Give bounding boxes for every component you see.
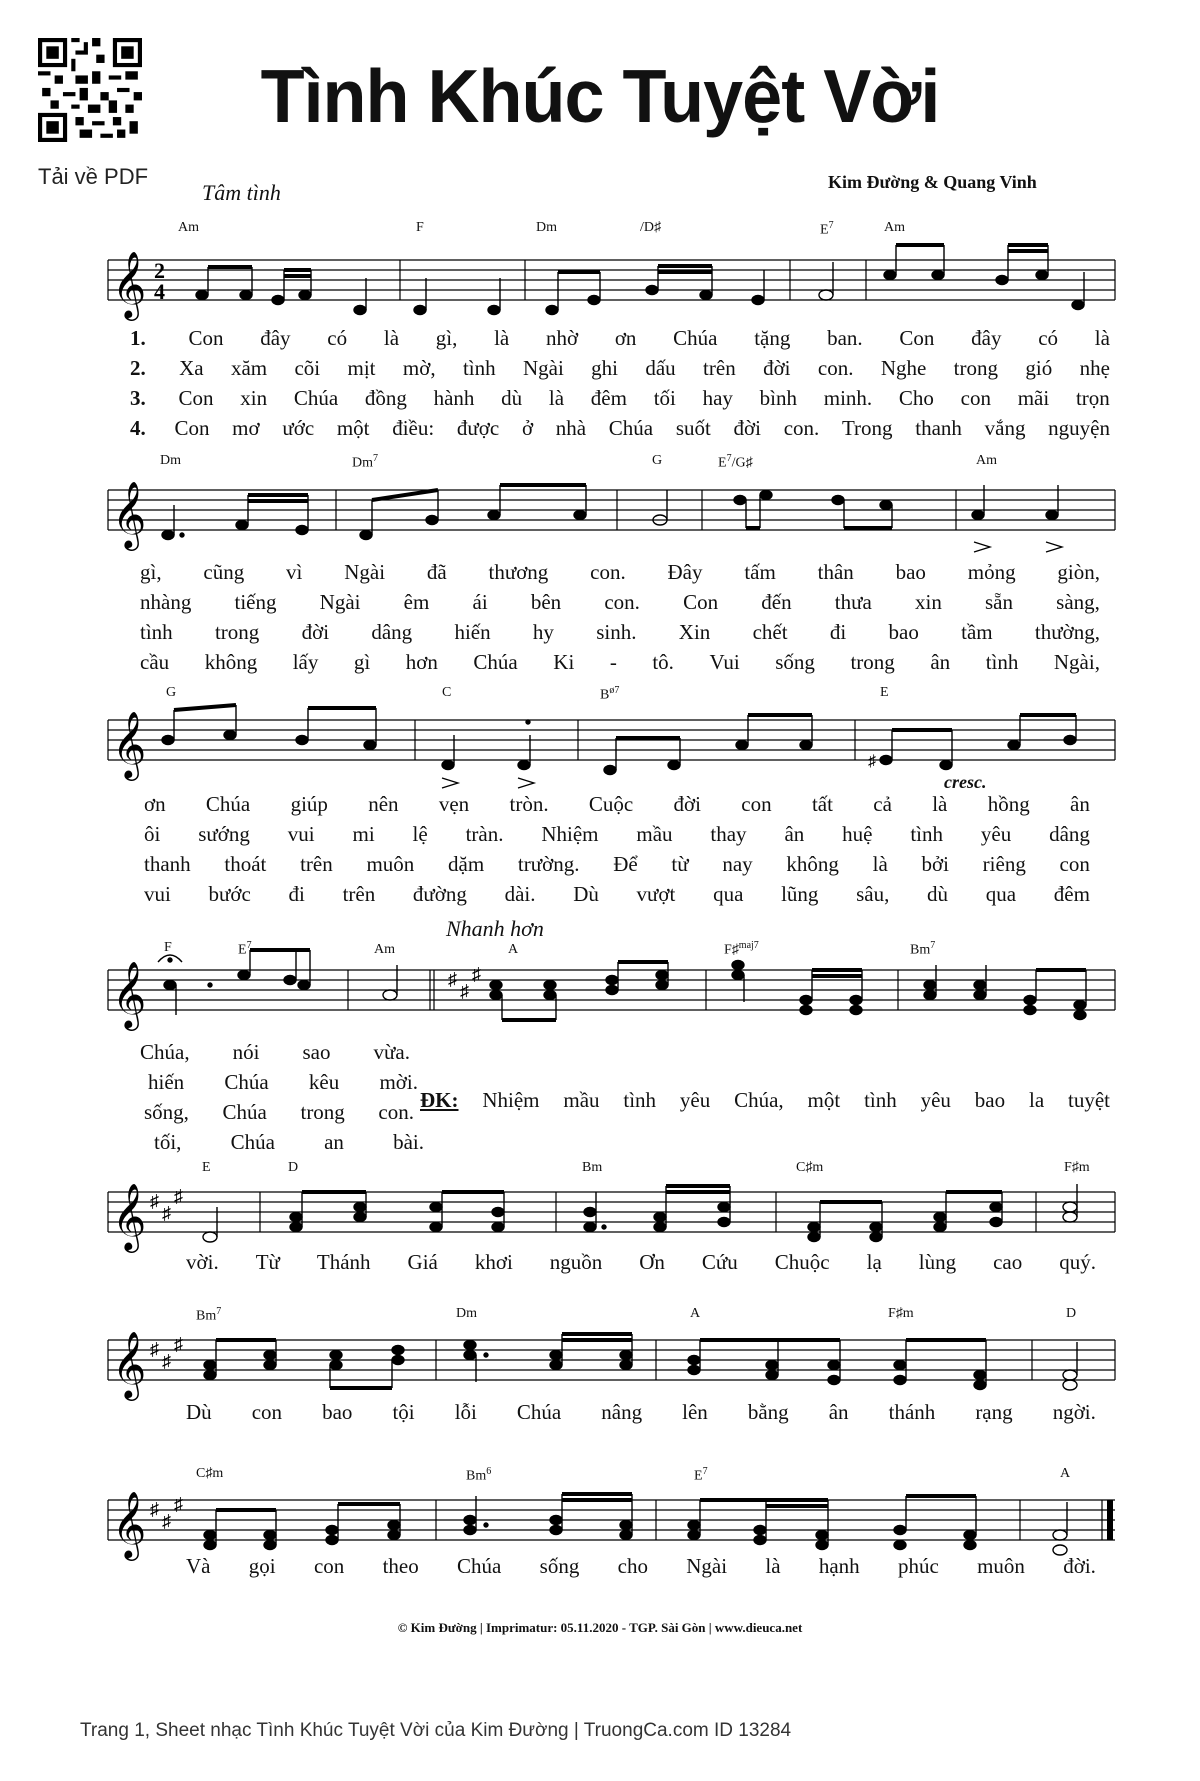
lyric-line: gì, cũng vì Ngài đã thương con. Đây tấm thân bao mỏng giòn, [140,560,1100,584]
svg-text:♯: ♯ [174,1334,183,1354]
refrain-intro: ĐK: Nhiệm mầu tình yêu Chúa, một tình yêu bao la tuyệt [420,1088,1110,1112]
lyric-line: ôi sướng vui mi lệ tràn. Nhiệm mầu thay ân huệ tình yêu dâng [144,822,1090,846]
chord: $E^7$ [238,940,252,958]
svg-text:♯: ♯ [472,964,481,984]
chord: Am [374,942,395,957]
staff-system-4 [0,940,1200,1040]
chord: E [880,685,889,700]
refrain-line: Và gọi con theo Chúa sống cho Ngài là hạnh phúc muôn đời. [186,1554,1096,1578]
svg-text:♯: ♯ [174,1494,183,1514]
chord: F [164,940,172,955]
svg-text:♯: ♯ [868,753,876,770]
lyric-line: 1. Con đây có là gì, là nhờ ơn Chúa tặng ban. Con đây có là [130,326,1110,350]
svg-text:𝄞: 𝄞 [112,710,147,778]
svg-text:2: 2 [154,258,165,283]
svg-text:𝄞: 𝄞 [112,1182,147,1250]
chord: A [508,942,519,957]
svg-text:♯: ♯ [150,1499,159,1519]
chord: Am [178,220,199,235]
tempo-marking: Tâm tình [202,180,281,205]
refrain-line: vời. Từ Thánh Giá khơi nguồn Ơn Cứu Chuộc lạ lùng cao quý. [186,1250,1096,1274]
chord: C♯m [796,1160,824,1175]
lyric-line: 3. Con xin Chúa đồng hành dù là đêm tối hay bình minh. Cho con mãi trọn [130,386,1110,410]
svg-text:♯: ♯ [174,1186,183,1206]
chord: $E^7/G♯$ [718,453,753,471]
chord: G [166,685,177,700]
svg-text:𝄞: 𝄞 [112,480,147,548]
chord: Dm$^7$ [352,453,378,471]
chord: F♯m [888,1306,914,1321]
chord: Dm [160,453,181,468]
svg-text:♯: ♯ [448,969,457,989]
svg-text:𝄞: 𝄞 [112,250,147,318]
download-pdf-label[interactable]: Tải về PDF [38,164,149,189]
chord: F♯m [1064,1160,1090,1175]
lyric-line: 4. Con mơ ước một điều: được ở nhà Chúa suốt đời con. Trong thanh vắng nguyện [130,416,1110,440]
lyric-line: nhàng tiếng Ngài êm ái bên con. Con đến thưa xin sẵn sàng, [140,590,1100,614]
lyric-line: hiến Chúa kêu mời. [148,1070,418,1094]
svg-text:♯: ♯ [460,981,469,1001]
chord: $B^{ø7}$ [600,685,620,703]
svg-text:♯: ♯ [162,1203,171,1223]
chord: Am [884,220,905,235]
chord: E [202,1160,211,1175]
svg-text:♯: ♯ [162,1351,171,1371]
chord: Bm$^7$ [196,1306,222,1324]
chord: $E^7$ [820,220,834,238]
chord: A [690,1306,701,1321]
tempo-marking: Nhanh hơn [446,916,544,941]
lyric-line: 2. Xa xăm cõi mịt mờ, tình Ngài ghi dấu trên đời con. Nghe trong gió nhẹ [130,356,1110,380]
svg-text:𝄞: 𝄞 [112,1490,147,1558]
chord: F♯$^{maj7}$ [724,940,759,958]
copyright-line: © Kim Đường | Imprimatur: 05.11.2020 - TGP. Sài Gòn | www.dieuca.net [397,1620,803,1635]
staff-system-6 [0,1310,1200,1410]
song-title: Tình Khúc Tuyệt Vời [260,55,940,139]
staff-system-5 [0,1162,1200,1262]
page-footer: Trang 1, Sheet nhạc Tình Khúc Tuyệt Vời của Kim Đường | TruongCa.com ID 13284 [80,1720,792,1741]
chord: Dm [456,1306,477,1321]
dynamic-marking: cresc. [944,772,987,792]
svg-text:♯: ♯ [162,1511,171,1531]
lyric-line: ơn Chúa giúp nên vẹn tròn. Cuộc đời con tất cả là hồng ân [144,792,1090,816]
chord: G [652,453,663,468]
chord: Dm [536,220,557,235]
lyric-line: cầu không lấy gì hơn Chúa Ki - tô. Vui sống trong ân tình Ngài, [140,650,1100,674]
lyric-line: vui bước đi trên đường dài. Dù vượt qua lũng sâu, dù qua đêm [144,882,1090,906]
chord: D [288,1160,299,1175]
svg-text:4: 4 [154,279,165,304]
lyric-line: sống, Chúa trong con. [144,1100,414,1124]
chord: Bm$^7$ [910,940,936,958]
refrain-line: Dù con bao tội lỗi Chúa nâng lên bằng ân thánh rạng ngời. [186,1400,1096,1424]
lyric-line: thanh thoát trên muôn dặm trường. Để từ nay không là bởi riêng con [144,852,1090,876]
chord: Am [976,453,997,468]
chord: F [416,220,424,235]
chord: Bm [582,1160,603,1175]
chord: $E^7$ [694,1466,708,1484]
chord: A [1060,1466,1071,1481]
lyric-line: tối, Chúa an bài. [154,1130,424,1154]
chord: Bm$^6$ [466,1466,492,1484]
staff-system-1 [0,220,1200,340]
svg-text:𝄞: 𝄞 [112,960,147,1028]
svg-text:♯: ♯ [150,1339,159,1359]
svg-text:♯: ♯ [150,1191,159,1211]
chord: D [1066,1306,1077,1321]
composer: Kim Đường & Quang Vinh [828,172,1037,192]
chord: C [442,685,452,700]
svg-text:𝄞: 𝄞 [112,1330,147,1398]
lyric-line: Chúa, nói sao vừa. [140,1040,410,1064]
chord: /D♯ [640,220,661,235]
staff-system-2 [0,460,1200,570]
staff-system-3 [0,690,1200,800]
lyric-line: tình trong đời dâng hiến hy sinh. Xin chết đi bao tầm thường, [140,620,1100,644]
chord: C♯m [196,1466,224,1481]
